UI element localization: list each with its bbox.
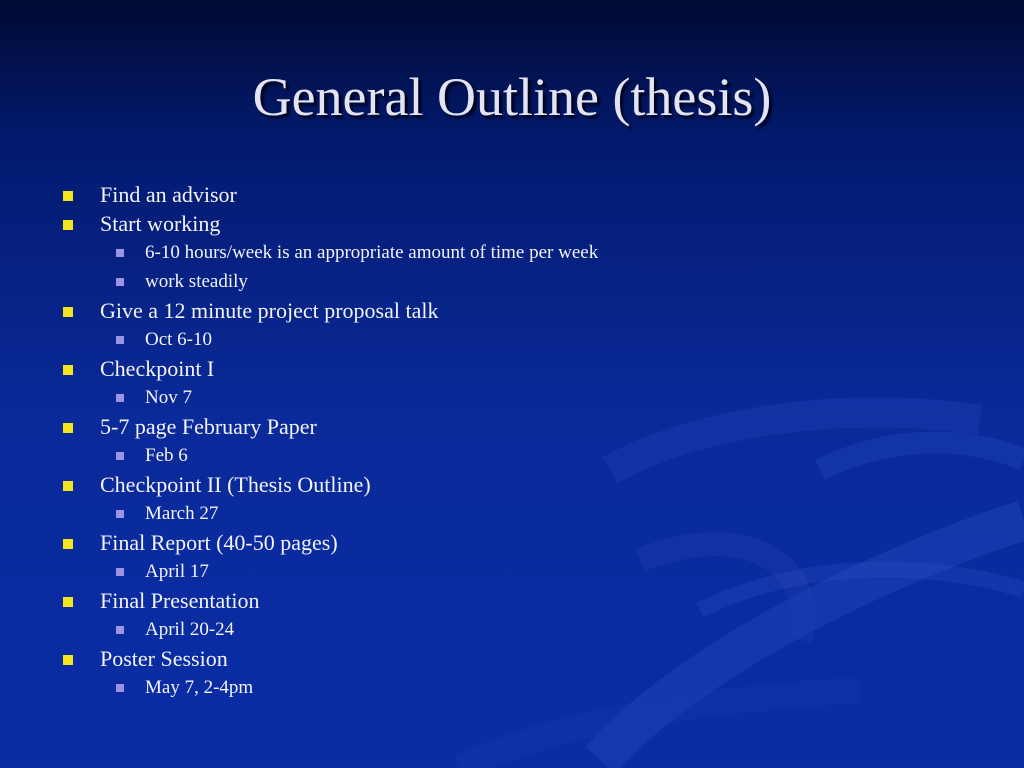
square-bullet-icon xyxy=(63,365,73,375)
outline-subitem-text: April 20-24 xyxy=(145,619,235,640)
outline-item xyxy=(0,209,1024,238)
outline-item-text: Poster Session xyxy=(100,646,228,671)
square-sub-bullet-icon xyxy=(116,626,124,634)
outline-item xyxy=(0,180,1024,209)
outline-item xyxy=(0,586,1024,615)
outline-subitem xyxy=(0,615,1024,644)
square-bullet-icon xyxy=(63,481,73,491)
outline-subitem xyxy=(0,557,1024,586)
square-bullet-icon xyxy=(63,423,73,433)
outline-subitem-text: May 7, 2-4pm xyxy=(145,677,254,698)
outline-item xyxy=(0,354,1024,383)
outline-item-text: Start working xyxy=(100,211,221,236)
square-bullet-icon xyxy=(63,539,73,549)
outline-subitem-text: Feb 6 xyxy=(145,445,188,466)
outline-subitem-text: work steadily xyxy=(145,271,248,292)
outline-subitem-text: April 17 xyxy=(145,561,209,582)
square-sub-bullet-icon xyxy=(116,510,124,518)
square-bullet-icon xyxy=(63,307,73,317)
outline-item-text: Find an advisor xyxy=(100,182,237,207)
outline-subitem-text: Oct 6-10 xyxy=(145,329,213,350)
outline-subitem xyxy=(0,441,1024,470)
square-sub-bullet-icon xyxy=(116,568,124,576)
square-bullet-icon xyxy=(63,597,73,607)
outline-item xyxy=(0,644,1024,673)
outline-subitem-text: Nov 7 xyxy=(145,387,192,408)
outline-subitem-text: March 27 xyxy=(145,503,219,524)
outline-item xyxy=(0,528,1024,557)
square-bullet-icon xyxy=(63,655,73,665)
outline-item xyxy=(0,296,1024,325)
outline-subitem xyxy=(0,325,1024,354)
outline-item xyxy=(0,412,1024,441)
outline-item xyxy=(0,470,1024,499)
outline-list xyxy=(0,180,1024,702)
slide-title: General Outline (thesis) xyxy=(252,67,772,127)
square-sub-bullet-icon xyxy=(116,278,124,286)
outline-subitem xyxy=(0,238,1024,267)
square-sub-bullet-icon xyxy=(116,249,124,257)
outline-item-text: Checkpoint II (Thesis Outline) xyxy=(100,472,371,497)
outline-subitem xyxy=(0,499,1024,528)
square-sub-bullet-icon xyxy=(116,394,124,402)
square-sub-bullet-icon xyxy=(116,684,124,692)
outline-subitem xyxy=(0,383,1024,412)
outline-item-text: Final Presentation xyxy=(100,588,260,613)
outline-item-text: 5-7 page February Paper xyxy=(100,414,317,439)
square-sub-bullet-icon xyxy=(116,336,124,344)
outline-item-text: Final Report (40-50 pages) xyxy=(100,530,338,555)
outline-subitem xyxy=(0,673,1024,702)
outline-item-text: Give a 12 minute project proposal talk xyxy=(100,298,439,323)
outline-subitem xyxy=(0,267,1024,296)
outline-subitem-text: 6-10 hours/week is an appropriate amount of time per week xyxy=(145,242,599,263)
square-bullet-icon xyxy=(63,191,73,201)
outline-item-text: Checkpoint I xyxy=(100,356,215,381)
square-bullet-icon xyxy=(63,220,73,230)
square-sub-bullet-icon xyxy=(116,452,124,460)
